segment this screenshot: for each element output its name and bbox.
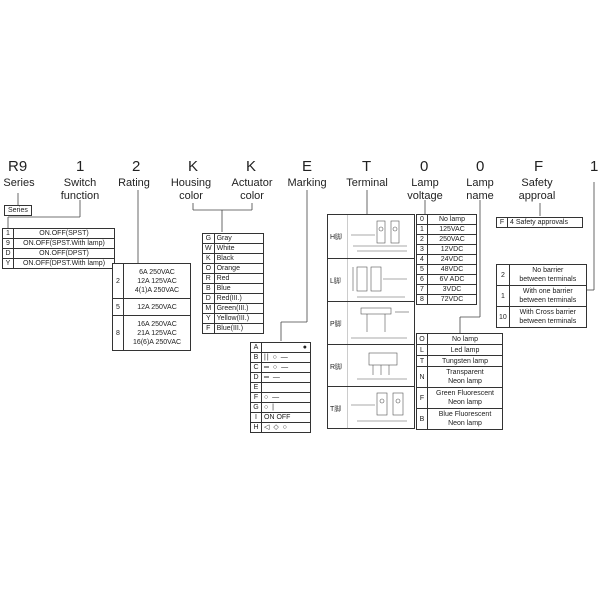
terminal-t-drawing — [347, 387, 414, 429]
heading-lamp-name: Lamp name — [466, 177, 494, 202]
table-row: Y Yellow(III.) — [203, 314, 264, 324]
heading-marking: Marking — [287, 177, 327, 189]
table-row: F Green Fluorescent Neon lamp — [417, 388, 503, 409]
table-row: G ○ | — [251, 403, 311, 413]
heading-lamp-voltage: Lamp voltage — [407, 177, 443, 202]
safety-approval-table — [496, 217, 583, 228]
heading-switch-function: Switch function — [60, 177, 100, 202]
code-marking: E — [302, 158, 313, 175]
table-row: F 4 Safety approvals — [497, 218, 583, 228]
table-row: O Orange — [203, 264, 264, 274]
table-row: 3 12VDC — [417, 245, 477, 255]
table-row: 1 125VAC — [417, 225, 477, 235]
code-lamp-name: 0 — [476, 158, 485, 175]
color-table — [202, 233, 264, 334]
table-row: N Transparent Neon lamp — [417, 367, 503, 388]
table-row: C ═ ○ — — [251, 363, 311, 373]
table-row: Y ON.OFF(DPST.With lamp) — [3, 259, 115, 269]
lamp-voltage-table — [416, 214, 477, 305]
table-row: 5 48VDC — [417, 265, 477, 275]
terminal-table — [327, 214, 415, 429]
terminal-row-t: T脚 — [328, 386, 414, 429]
table-row: B Blue — [203, 284, 264, 294]
table-row: 8 16A 250VAC 21A 125VAC 16(6)A 250VAC — [113, 316, 191, 351]
terminal-row-r: R脚 — [328, 344, 414, 387]
table-row: 2 250VAC — [417, 235, 477, 245]
terminal-row-l: L脚 — [328, 258, 414, 302]
barrier-table — [496, 264, 587, 328]
table-row: 6 6V ADC — [417, 275, 477, 285]
table-row: B Blue Fluorescent Neon lamp — [417, 409, 503, 430]
code-rating: 2 — [132, 158, 141, 175]
table-row: E — [251, 383, 311, 393]
heading-actuator-color: Actuator color — [231, 177, 273, 202]
terminal-l-drawing — [347, 259, 414, 302]
table-row: L Led lamp — [417, 345, 503, 356]
rating-table — [112, 263, 191, 351]
lamp-name-table — [416, 333, 503, 430]
table-row: 1 ON.OFF(SPST) — [3, 229, 115, 239]
table-row: M Green(III.) — [203, 304, 264, 314]
terminal-row-h: H脚 — [328, 215, 414, 258]
terminal-h-drawing — [347, 215, 414, 258]
table-row: H ◁ ◇ ○ — [251, 423, 311, 433]
switch-function-table — [2, 228, 115, 269]
table-row: D ═ — — [251, 373, 311, 383]
series-box: Series — [4, 205, 32, 216]
terminal-r-drawing — [347, 345, 414, 387]
heading-terminal: Terminal — [346, 177, 388, 189]
heading-series: Series — [3, 177, 35, 189]
table-row: W White — [203, 244, 264, 254]
table-row: 2 6A 250VAC 12A 125VAC 4(1)A 250VAC — [113, 264, 191, 299]
table-row: B || ○ — — [251, 353, 311, 363]
terminal-row-p: P脚 — [328, 301, 414, 345]
table-row: F Blue(III.) — [203, 324, 264, 334]
table-row: 5 12A 250VAC — [113, 299, 191, 316]
table-row: 9 ON.OFF(SPST.With lamp) — [3, 239, 115, 249]
table-row: 7 3VDC — [417, 285, 477, 295]
table-row: F ○ — — [251, 393, 311, 403]
marking-table — [250, 342, 311, 433]
code-barrier: 1 — [590, 158, 599, 175]
table-row: G Gray — [203, 234, 264, 244]
table-row: T Tungsten lamp — [417, 356, 503, 367]
heading-rating: Rating — [118, 177, 150, 189]
table-row: 8 72VDC — [417, 295, 477, 305]
code-terminal: T — [362, 158, 372, 175]
table-row: 4 24VDC — [417, 255, 477, 265]
table-row: K Black — [203, 254, 264, 264]
table-row: 10 With Cross barrier between terminals — [497, 307, 587, 328]
code-lamp-voltage: 0 — [420, 158, 429, 175]
code-switch-function: 1 — [76, 158, 85, 175]
heading-safety-approval: Safety approal — [518, 177, 556, 202]
table-row: 2 No barrier between terminals — [497, 265, 587, 286]
code-actuator-color: K — [246, 158, 257, 175]
table-row: 0 No lamp — [417, 215, 477, 225]
table-row: R Red — [203, 274, 264, 284]
heading-housing-color: Housing color — [170, 177, 212, 202]
table-row: D ON.OFF(DPST) — [3, 249, 115, 259]
table-row: 1 With one barrier between terminals — [497, 286, 587, 307]
code-series: R9 — [8, 158, 28, 175]
code-housing-color: K — [188, 158, 199, 175]
code-safety: F — [534, 158, 544, 175]
table-row: O No lamp — [417, 334, 503, 345]
terminal-p-drawing — [347, 302, 414, 345]
table-row: A ● — [251, 343, 311, 353]
table-row: D Red(III.) — [203, 294, 264, 304]
table-row: I ON OFF — [251, 413, 311, 423]
